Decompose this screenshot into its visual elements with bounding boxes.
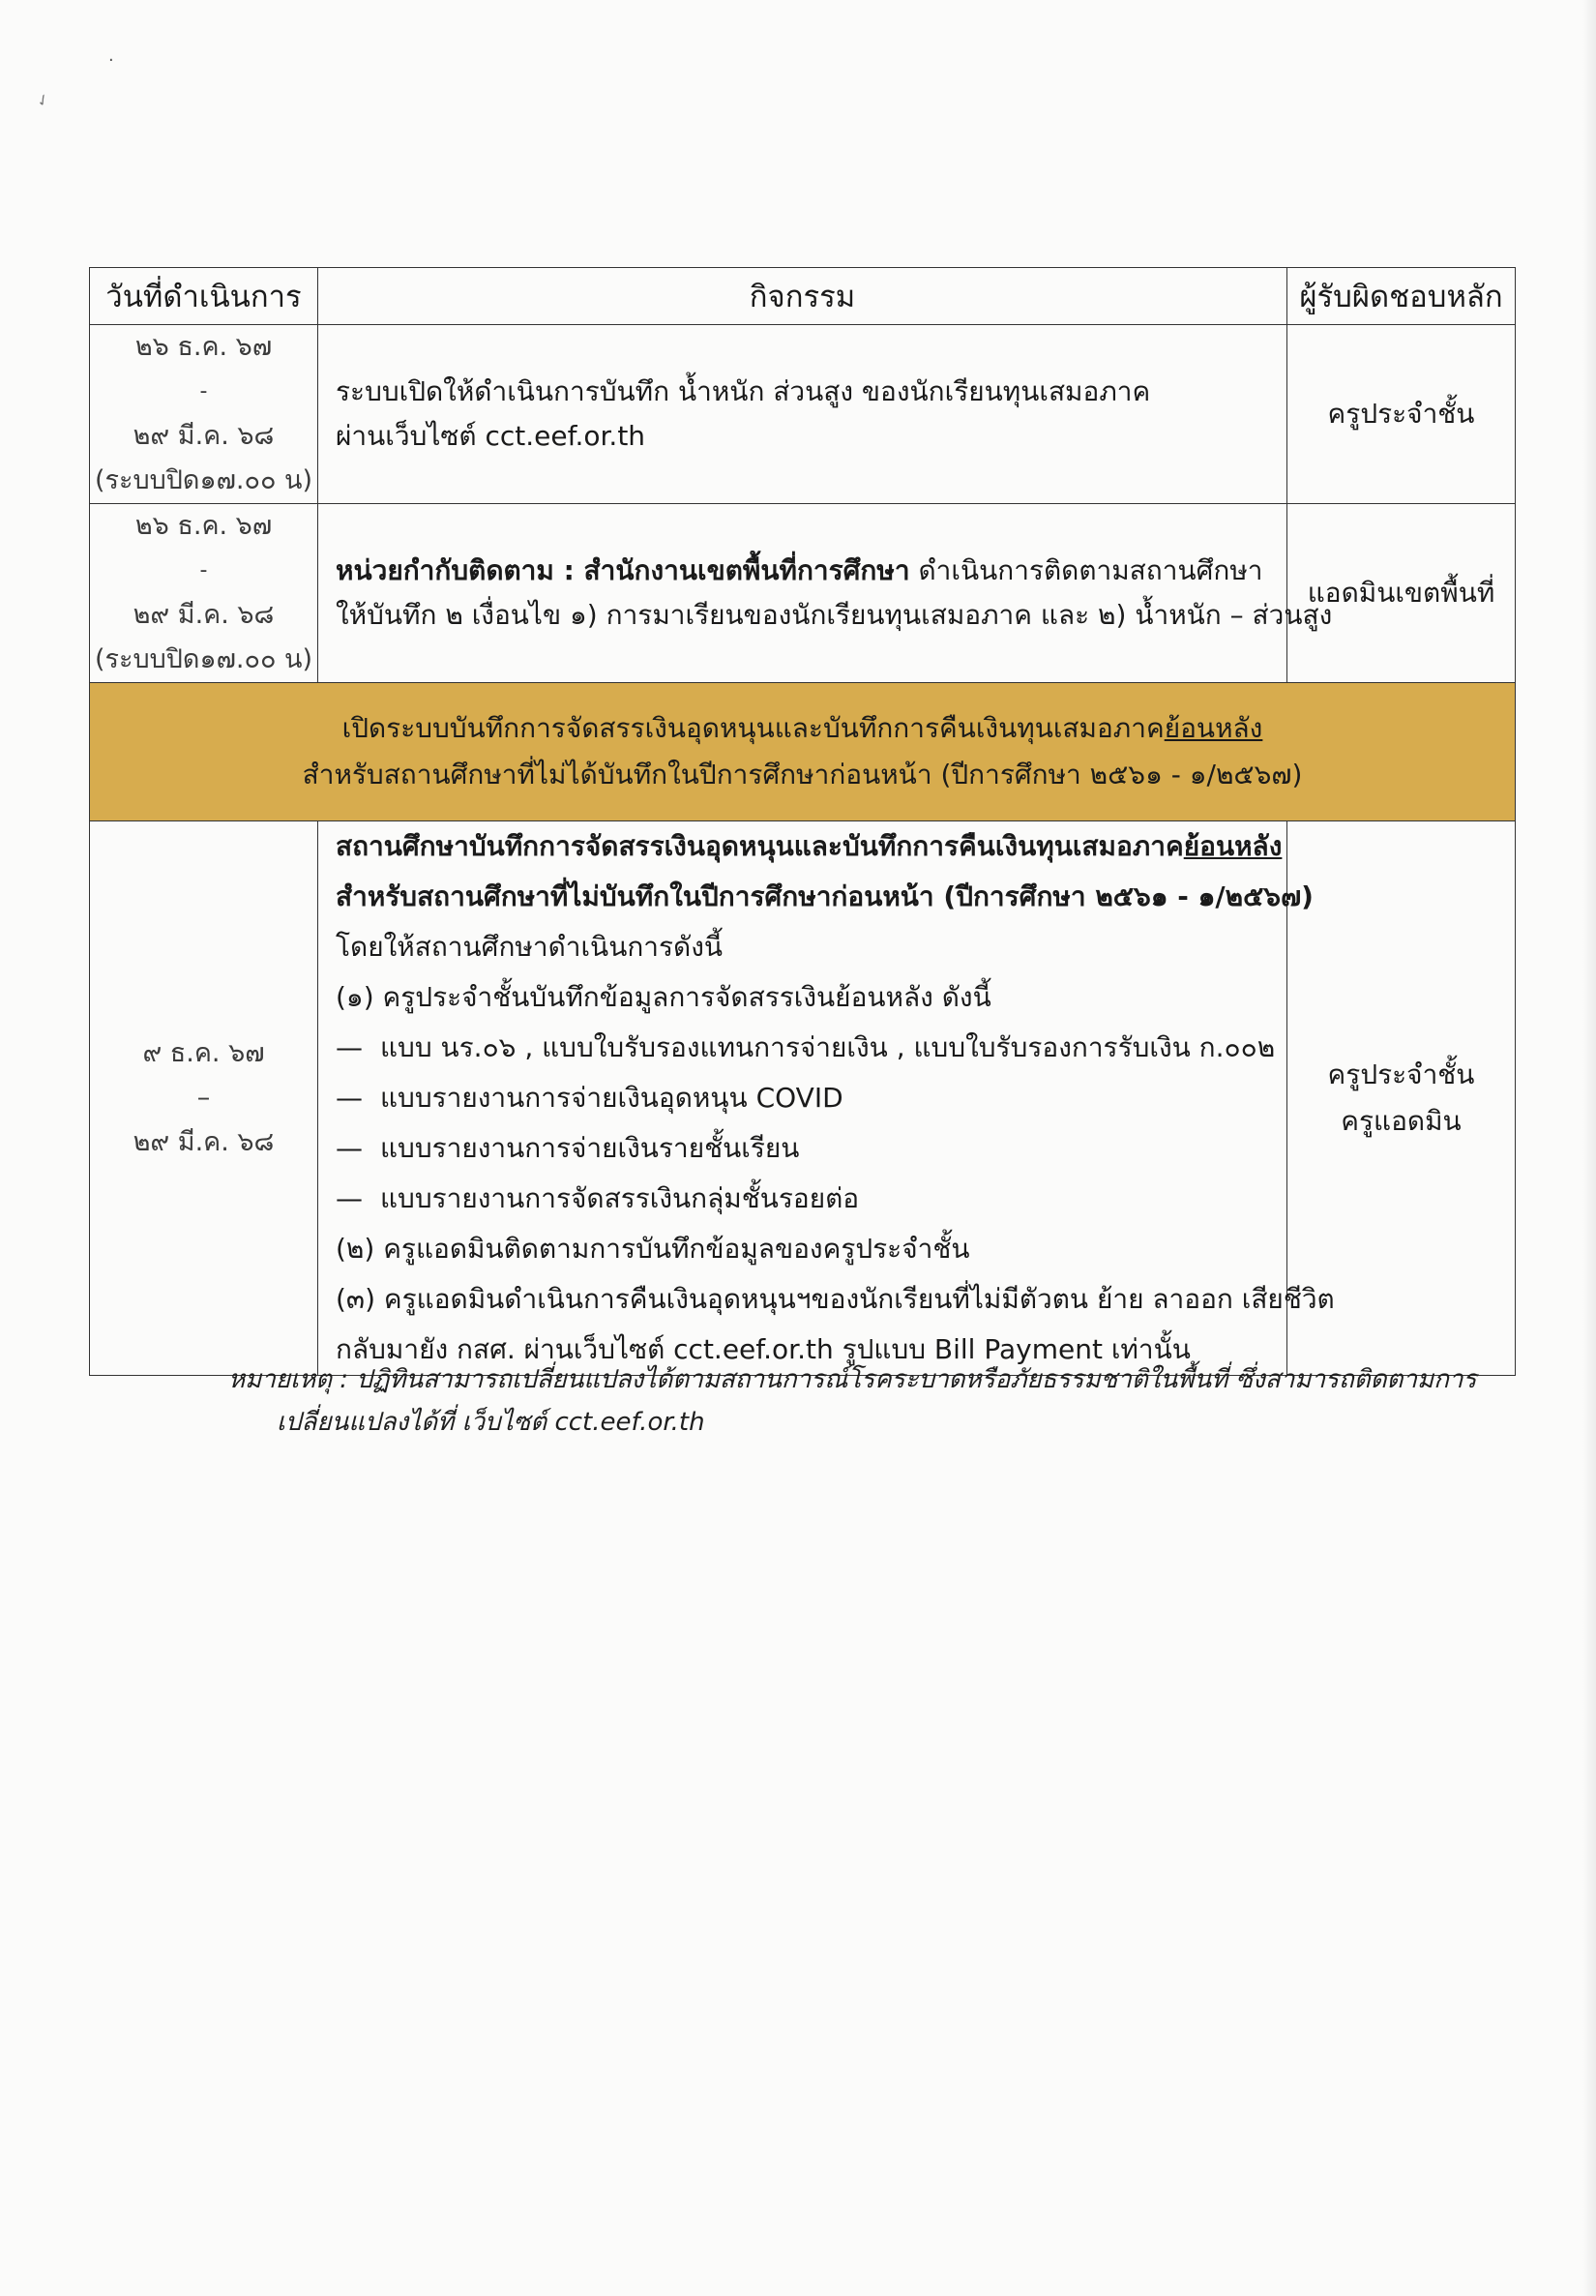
list-item-text: แบบ นร.๐๖ , แบบใบรับรองแทนการจ่ายเงิน , แบบใบรับรองการรับเงิน ก.๐๐๒ [380,1031,1276,1063]
list-item [336,1123,1269,1174]
banner-line: สำหรับสถานศึกษาที่ไม่ได้บันทึกในปีการศึกษาก่อนหน้า (ปีการศึกษา ๒๕๖๑ - ๑/๒๕๖๗) [302,759,1303,790]
banner-underlined: ย้อนหลัง [1164,712,1263,744]
responsible-text: ครูแอดมิน [1341,1105,1462,1137]
banner-line [100,705,1505,752]
date-cell [90,821,318,1376]
list-item [336,1174,1269,1224]
date-start: ๒๖ ธ.ค. ๖๗ [134,332,273,362]
footnote-line: หมายเหตุ : ปฏิทินสามารถเปลี่ยนแปลงได้ตามสถานการณ์โรคระบาดหรือภัยธรรมชาติในพื้นที่ ซึ่งสามารถติดตามการ [228,1365,1477,1394]
responsible-text: ครูประจำชั้น [1327,1059,1475,1090]
activity-rest: ดำเนินการติดตามสถานศึกษา [909,554,1263,586]
date-end: ๒๙ มี.ค. ๖๘ [133,600,275,630]
activity-bold-label: หน่วยกำกับติดตาม : สำนักงานเขตพื้นที่การศึกษา [336,554,910,586]
footnote [228,1358,1486,1444]
highlight-banner [90,683,1516,821]
activity-text: ให้บันทึก ๒ เงื่อนไข ๑) การมาเรียนของนักเรียนทุนเสมอภาค และ ๒) น้ำหนัก – ส่วนสูง [336,599,1333,631]
highlight-row [90,683,1516,821]
dash-bullet: — [336,1182,363,1214]
responsible-cell: แอดมินเขตพื้นที่ [1287,504,1516,683]
activity-cell [318,504,1333,683]
list-item [336,1073,1269,1123]
list-item-text: แบบรายงานการจัดสรรเงินกลุ่มชั้นรอยต่อ [380,1182,860,1214]
activity-subtitle: สำหรับสถานศึกษาที่ไม่บันทึกในปีการศึกษาก่อนหน้า (ปีการศึกษา ๒๕๖๑ - ๑/๒๕๖๗) [336,880,1314,912]
table-row [90,504,1516,683]
date-note: (ระบบปิด๑๗.๐๐ น) [94,465,313,495]
header-responsible: ผู้รับผิดชอบหลัก [1287,268,1516,325]
header-activity: กิจกรรม [318,268,1287,325]
date-start: ๙ ธ.ค. ๖๗ [142,1038,265,1068]
table-row [90,821,1516,1376]
scan-mark: ✓ [32,88,54,112]
header-date: วันที่ดำเนินการ [90,268,318,325]
activity-text: ผ่านเว็บไซต์ cct.eef.or.th [336,420,646,452]
activity-step: (๑) ครูประจำชั้นบันทึกข้อมูลการจัดสรรเงินย้อนหลัง ดังนี้ [336,981,991,1013]
responsible-cell: ครูประจำชั้น [1287,325,1516,504]
date-separator: - [199,379,208,403]
scan-speck: · [108,50,114,71]
activity-cell [318,325,1287,504]
activity-intro: โดยให้สถานศึกษาดำเนินการดังนี้ [336,931,724,963]
date-end: ๒๙ มี.ค. ๖๘ [133,1127,275,1157]
date-separator: – [196,1083,211,1113]
table-row [90,325,1516,504]
footnote-line: เปลี่ยนแปลงได้ที่ เว็บไซต์ cct.eef.or.th [277,1408,705,1437]
list-item [336,1023,1276,1073]
date-cell [90,325,318,504]
dash-bullet: — [336,1132,363,1164]
schedule-table [89,267,1516,1376]
dash-bullet: — [336,1031,363,1063]
activity-title-text: สถานศึกษาบันทึกการจัดสรรเงินอุดหนุนและบันทึกการคืนเงินทุนเสมอภาค [336,830,1184,862]
activity-title-underlined: ย้อนหลัง [1183,830,1283,862]
date-end: ๒๙ มี.ค. ๖๘ [133,421,275,451]
list-item-text: แบบรายงานการจ่ายเงินรายชั้นเรียน [380,1132,800,1164]
date-note: (ระบบปิด๑๗.๐๐ น) [94,644,313,674]
activity-text: ระบบเปิดให้ดำเนินการบันทึก น้ำหนัก ส่วนสูง ของนักเรียนทุนเสมอภาค [336,375,1151,407]
date-start: ๒๖ ธ.ค. ๖๗ [134,511,273,541]
date-separator: - [199,558,208,582]
activity-step: (๒) ครูแอดมินติดตามการบันทึกข้อมูลของครูประจำชั้น [336,1233,970,1265]
date-cell [90,504,318,683]
table-header-row [90,268,1516,325]
activity-step: (๓) ครูแอดมินดำเนินการคืนเงินอุดหนุนฯของนักเรียนที่ไม่มีตัวตน ย้าย ลาออก เสียชีวิต [336,1283,1335,1315]
list-item-text: แบบรายงานการจ่ายเงินอุดหนุน COVID [380,1082,843,1114]
activity-title [336,821,1283,872]
dash-bullet: — [336,1082,363,1114]
page-edge-shadow [1582,0,1596,2296]
activity-text [336,549,1269,593]
activity-step-continued: กลับมายัง กสศ. ผ่านเว็บไซต์ cct.eef.or.th รูปแบบ Bill Payment เท่านั้น [336,1333,1191,1365]
banner-text: เปิดระบบบันทึกการจัดสรรเงินอุดหนุนและบันทึกการคืนเงินทุนเสมอภาค [341,712,1165,744]
activity-cell [318,821,1335,1376]
